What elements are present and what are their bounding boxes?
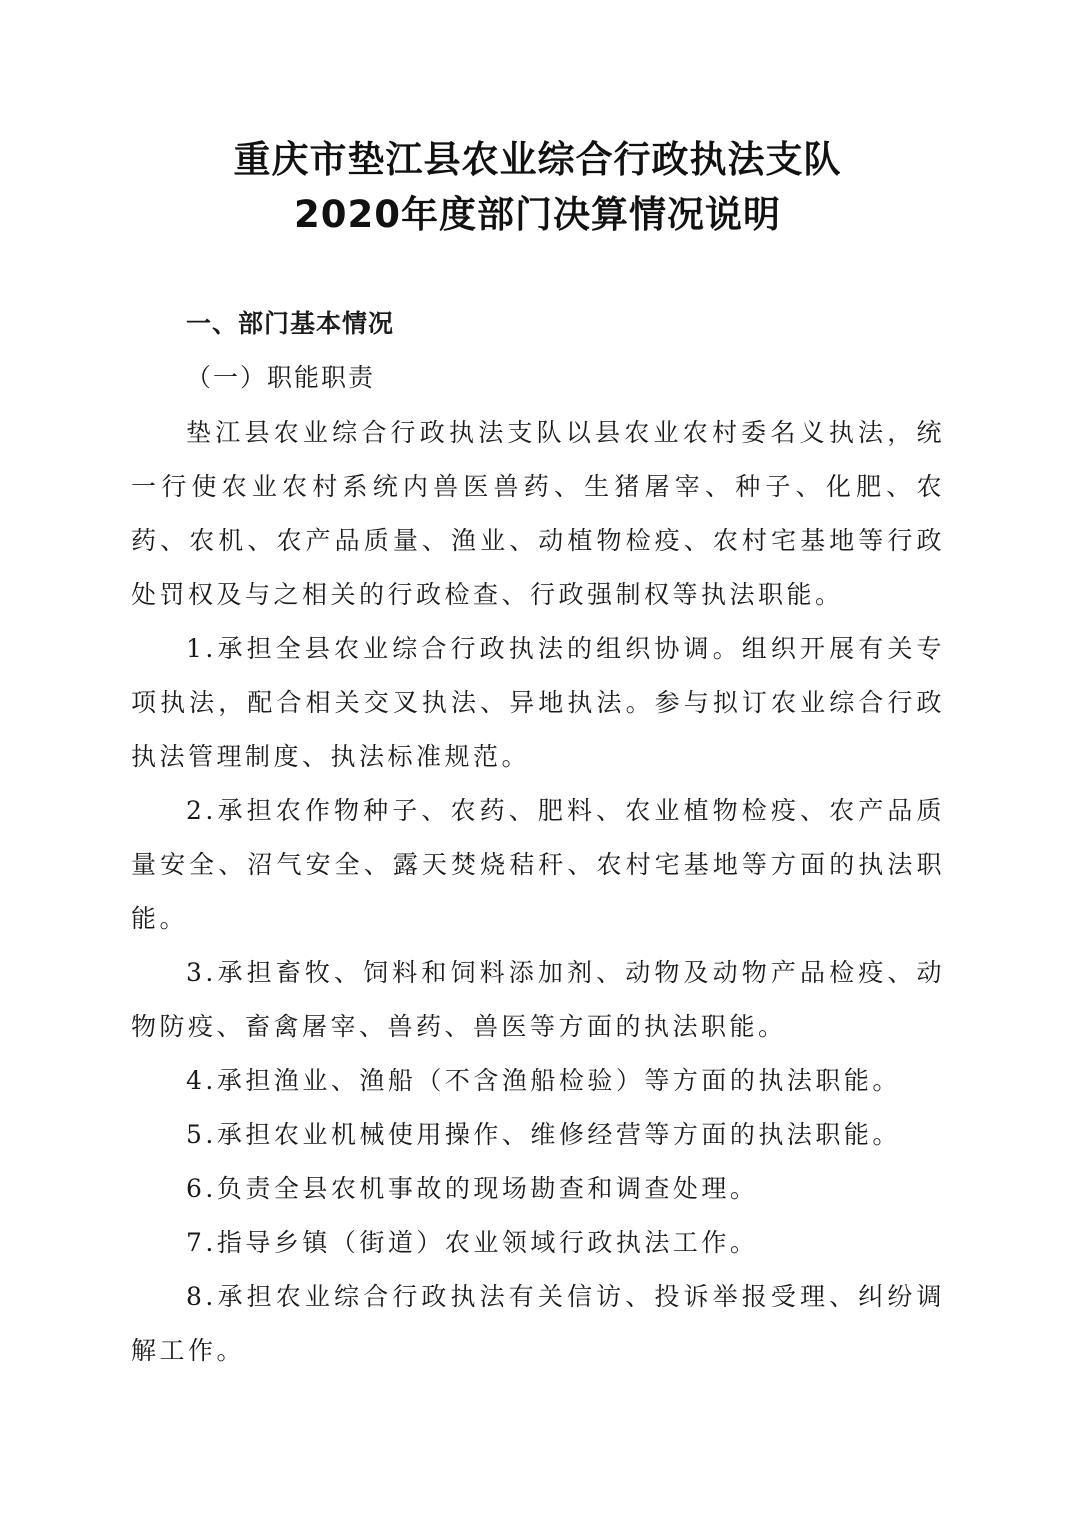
section-heading: 一、部门基本情况 xyxy=(186,309,395,338)
paragraph-intro: 垫江县农业综合行政执法支队以县农业农村委名义执法，统一行使农业农村系统内兽医兽药、生猪屠宰、种子、化肥、农药、农机、农产品质量、渔业、动植物检疫、农村宅基地等行政处罚权及与之相关的行政检查、行政强制权等执法职能。 xyxy=(131,418,945,609)
paragraph-item-2: 2.承担农作物种子、农药、肥料、农业植物检疫、农产品质量安全、沼气安全、露天焚烧秸秆、农村宅基地等方面的执法职能。 xyxy=(131,796,945,933)
paragraph-item-7: 7.指导乡镇（街道）农业领域行政执法工作。 xyxy=(186,1228,759,1257)
subsection-heading: （一）职能职责 xyxy=(186,363,376,392)
paragraph-item-6: 6.负责全县农机事故的现场勘查和调查处理。 xyxy=(186,1174,759,1203)
paragraph-item-8: 8.承担农业综合行政执法有关信访、投诉举报受理、纠纷调解工作。 xyxy=(131,1282,945,1365)
document-title-line-1: 重庆市垫江县农业综合行政执法支队 xyxy=(233,138,842,181)
paragraph-item-1: 1.承担全县农业综合行政执法的组织协调。组织开展有关专项执法，配合相关交叉执法、异地执法。参与拟订农业综合行政执法管理制度、执法标准规范。 xyxy=(131,634,945,771)
document-title-line-2: 2020年度部门决算情况说明 xyxy=(294,193,781,236)
paragraph-item-5: 5.承担农业机械使用操作、维修经营等方面的执法职能。 xyxy=(186,1120,901,1149)
paragraph-item-3: 3.承担畜牧、饲料和饲料添加剂、动物及动物产品检疫、动物防疫、畜禽屠宰、兽药、兽医等方面的执法职能。 xyxy=(131,958,945,1041)
paragraph-item-4: 4.承担渔业、渔船（不含渔船检验）等方面的执法职能。 xyxy=(186,1066,901,1095)
